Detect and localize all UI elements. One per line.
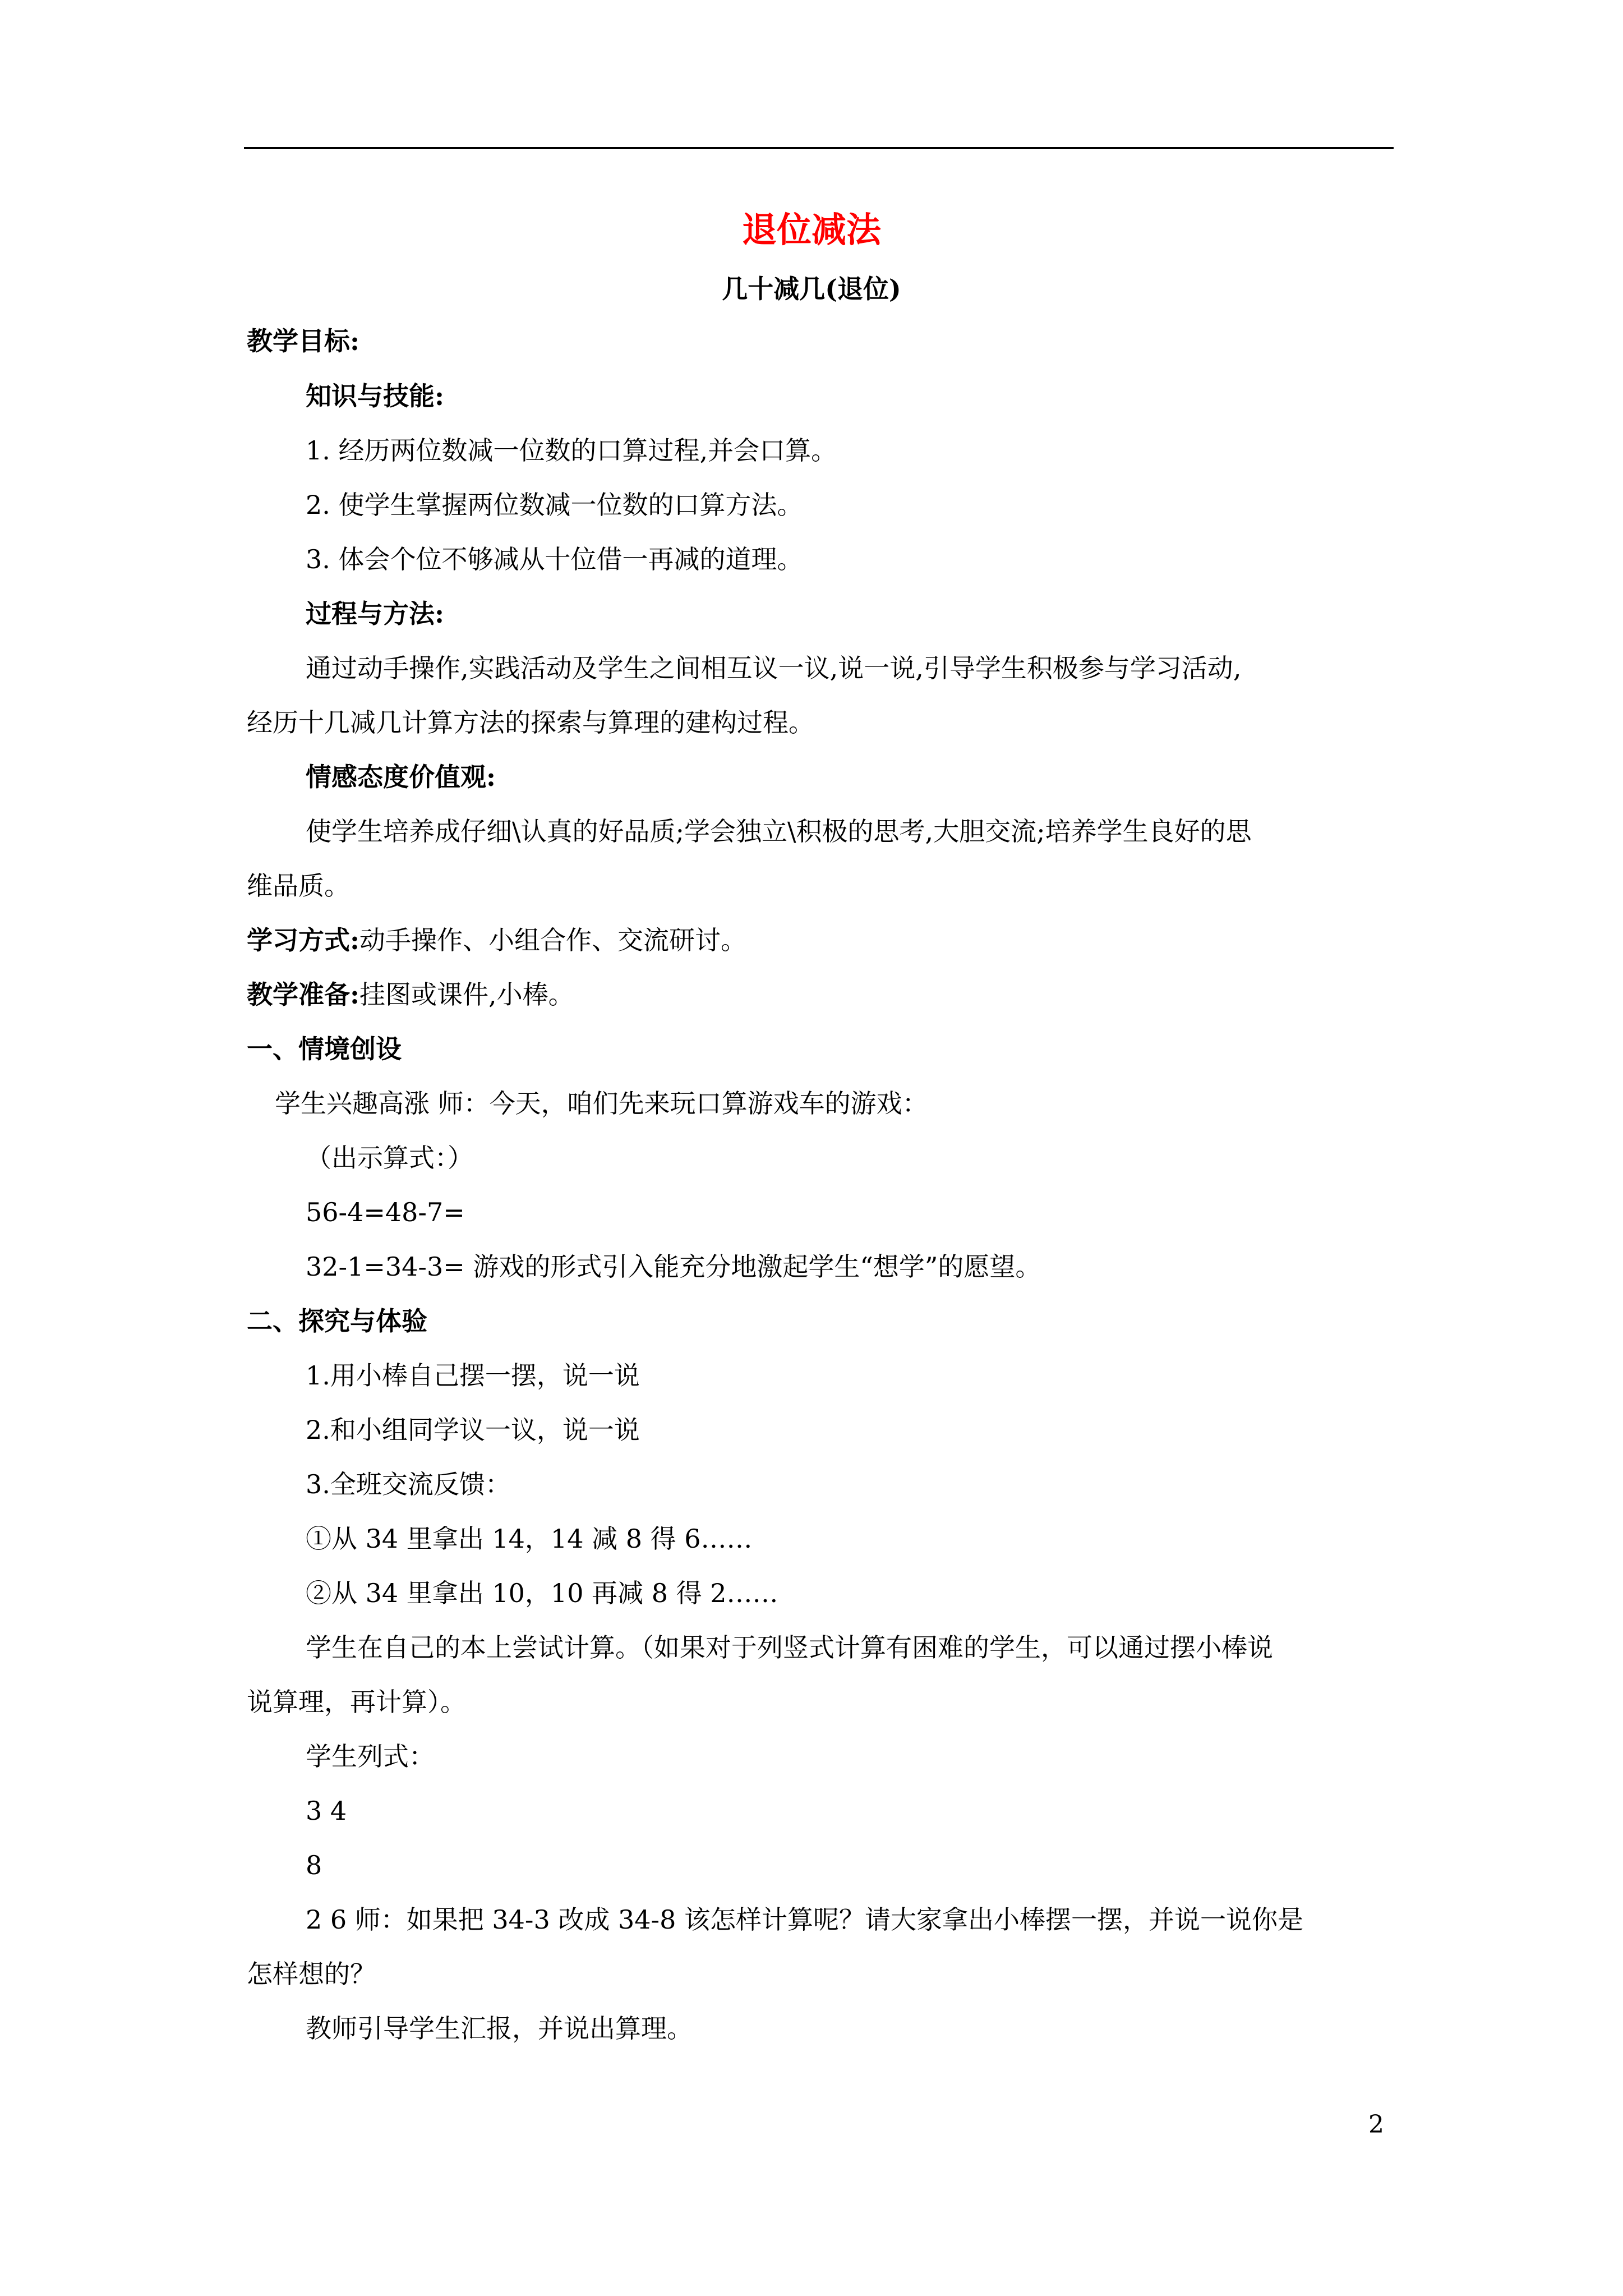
teacher-guide-line: 教师引导学生汇报，并说出算理。 [306,2013,693,2044]
page-number: 2 [1368,2110,1384,2139]
teaching-prep-row [247,978,574,1011]
header-rule [244,147,1394,149]
section-heading-scenario: 一、情境创设 [247,1034,402,1064]
vertical-calc-line-1: 3 4 [306,1796,347,1826]
teaching-prep-label: 教学准备: [247,979,359,1010]
feedback-item-2: ②从 34 里拿出 10，10 再减 8 得 2…… [306,1578,778,1608]
scenario-equation-1: 56-4=48-7= [306,1197,465,1227]
teaching-prep-text: 挂图或课件,小棒。 [359,979,574,1010]
scenario-line-1: 学生兴趣高涨 师：今天，咱们先来玩口算游戏车的游戏： [275,1088,928,1119]
document-subtitle: 几十减几(退位) [722,274,901,304]
explore-step-3: 3.全班交流反馈： [306,1469,511,1499]
paragraph-try-line-1: 学生在自己的本上尝试计算。（如果对于列竖式计算有困难的学生，可以通过摆小棒说 [306,1632,1273,1663]
learning-style-text: 动手操作、小组合作、交流研讨。 [359,925,746,955]
learning-style-label: 学习方式: [247,925,359,955]
subheading-process-method: 过程与方法: [306,599,444,629]
explore-step-1: 1.用小棒自己摆一摆，说一说 [306,1360,640,1391]
feedback-item-1: ①从 34 里拿出 14，14 减 8 得 6…… [306,1524,753,1554]
paragraph-process-line-2: 经历十几减几计算方法的探索与算理的建构过程。 [247,707,814,738]
learning-style-row [247,923,746,957]
goal-item-1: 1. 经历两位数减一位数的口算过程,并会口算。 [306,435,837,466]
section-heading-teaching-goals: 教学目标: [247,326,359,356]
student-equation-label: 学生列式： [306,1741,435,1772]
goal-item-2: 2. 使学生掌握两位数减一位数的口算方法。 [306,490,803,520]
document-title: 退位减法 [741,209,881,250]
explore-step-2: 2.和小组同学议一议，说一说 [306,1415,640,1445]
subheading-attitude-values: 情感态度价值观: [306,762,496,792]
paragraph-process-line-1: 通过动手操作,实践活动及学生之间相互议一议,说一说,引导学生积极参与学习活动, [306,653,1242,683]
goal-item-3: 3. 体会个位不够减从十位借一再减的道理。 [306,544,803,574]
vertical-calc-line-2: 8 [306,1850,322,1880]
scenario-equation-2: 32-1=34-3= 游戏的形式引入能充分地激起学生“想学”的愿望。 [306,1251,1041,1282]
section-heading-explore: 二、探究与体验 [247,1306,427,1336]
paragraph-attitude-line-2: 维品质。 [247,871,350,901]
teacher-question-line-2: 怎样想的？ [247,1959,376,1989]
paragraph-attitude-line-1: 使学生培养成仔细\认真的好品质;学会独立\积极的思考,大胆交流;培养学生良好的思 [306,816,1252,846]
subheading-knowledge-skills: 知识与技能: [306,381,444,411]
scenario-line-2: （出示算式：） [306,1143,473,1173]
vertical-calc-line-3: 2 6 师：如果把 34-3 改成 34-8 该怎样计算呢？请大家拿出小棒摆一摆，并说一说你是 [306,1904,1303,1935]
paragraph-try-line-2: 说算理，再计算）。 [247,1687,466,1717]
